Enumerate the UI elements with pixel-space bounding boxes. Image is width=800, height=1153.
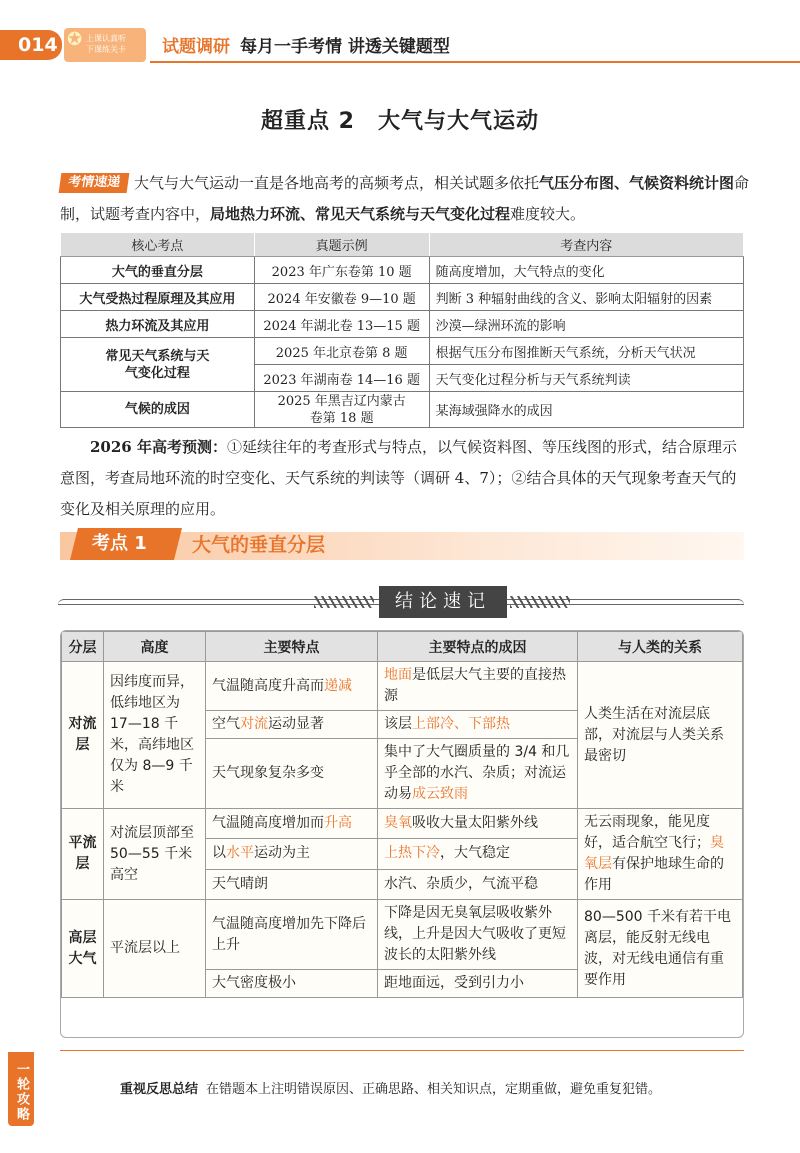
- forecast-label: 2026 年高考预测：: [90, 438, 227, 456]
- example-cell: 2024 年湖北卷 13—15 题: [254, 311, 429, 338]
- cause-cell: [378, 809, 578, 839]
- example-cell: 2024 年安徽卷 9—10 题: [254, 284, 429, 311]
- feature-highlight: 对流: [240, 716, 268, 732]
- content-cell: 某海域强降水的成因: [429, 392, 743, 428]
- cause-cell: [378, 711, 578, 739]
- relation-cell: 80—500 千米有若干电离层，能反射无线电波，对无线电通信有重要作用: [578, 900, 743, 998]
- motto-line-1: 上课认真听: [86, 34, 126, 43]
- content-cell: 判断 3 种辐射曲线的含义、影响太阳辐射的因素: [429, 284, 743, 311]
- table-row: [61, 284, 744, 311]
- example-cell: 2023 年湖南卷 14—16 题: [254, 365, 429, 392]
- relation-highlight: 臭氧层: [584, 835, 724, 872]
- intro-tag: 考情速递: [59, 173, 130, 193]
- cause-cell: 水汽、杂质少，气流平稳: [378, 869, 578, 899]
- height-cell: 对流层顶部至 50—55 千米高空: [104, 809, 206, 900]
- feature-cell: 天气晴朗: [206, 869, 378, 899]
- section-title: 大气的垂直分层: [192, 534, 326, 556]
- cause-cell: 下降是因无臭氧层吸收紫外线，上升是因大气吸收了更短波长的太阳紫外线: [378, 900, 578, 970]
- feature-text: 气温随高度增加而: [212, 815, 324, 832]
- layer-cell: 对流层: [62, 662, 104, 809]
- table-row: [62, 662, 743, 711]
- feature-highlight: 递减: [324, 677, 352, 694]
- content-cell: 随高度增加，大气特点的变化: [429, 257, 743, 284]
- hatch-decoration: [314, 596, 374, 608]
- cause-text: 集中了大气圈质量的 3/4 和几乎全部的水汽、杂质；对流运动易: [384, 744, 570, 802]
- topic-cell: 气候的成因: [61, 392, 255, 428]
- layer-cell: 平流层: [62, 809, 104, 900]
- cause-highlight: 地面: [384, 667, 412, 683]
- intro-bold-2: 局地热力环流、常见天气系统与天气变化过程: [210, 205, 511, 223]
- cause-cell: [378, 662, 578, 711]
- layers-header: 主要特点的成因: [378, 632, 578, 662]
- layer-cell: 高层大气: [62, 900, 104, 998]
- side-tab: 一轮攻略: [8, 1052, 34, 1126]
- footer-text: 在错题本上注明错误原因、正确思路、相关知识点，定期重做，避免重复犯错。: [206, 1082, 662, 1097]
- star-icon: ✪: [67, 29, 83, 50]
- intro-text-1: 大气与大气运动一直是各地高考的高频考点，相关试题多依托: [134, 174, 540, 192]
- relation-cell: [578, 809, 743, 900]
- intro-paragraph: [60, 168, 750, 230]
- layers-table-container: [60, 630, 744, 1038]
- relation-text: 有保护地球生命的作用: [584, 856, 724, 893]
- layers-header: 高度: [104, 632, 206, 662]
- relation-text: 无云雨现象，能见度好，适合航空飞行；: [584, 814, 710, 851]
- overview-header: 核心考点: [61, 233, 255, 257]
- cause-highlight: 上热下冷: [384, 845, 440, 862]
- feature-cell: 气温随高度增加先下降后上升: [206, 900, 378, 970]
- layers-header: 主要特点: [206, 632, 378, 662]
- content-cell: 根据气压分布图推断天气系统，分析天气状况: [429, 338, 743, 365]
- cause-highlight: 成云致雨: [412, 786, 468, 802]
- header-tagline: [162, 32, 450, 57]
- header-tag: 试题调研: [162, 37, 230, 57]
- content-cell: 天气变化过程分析与天气系统判读: [429, 365, 743, 392]
- topic-cell: 大气受热过程原理及其应用: [61, 284, 255, 311]
- topic-cell: 大气的垂直分层: [61, 257, 255, 284]
- feature-highlight: 水平: [226, 845, 254, 862]
- cause-cell: [378, 739, 578, 809]
- feature-cell: 天气现象复杂多变: [206, 739, 378, 809]
- intro-text-2: 命制，试题考查内容中，: [60, 174, 750, 223]
- content-cell: 沙漠—绿洲环流的影响: [429, 311, 743, 338]
- header-tagline-text: 每月一手考情 讲透关键题型: [240, 37, 450, 57]
- feature-text: 气温随高度升高而: [212, 677, 324, 694]
- feature-cell: 大气密度极小: [206, 970, 378, 998]
- intro-text-3: 难度较大。: [510, 205, 586, 223]
- table-row: [61, 338, 744, 365]
- page-number: 014: [0, 30, 62, 60]
- feature-cell: [206, 711, 378, 739]
- section-label: [70, 528, 182, 560]
- overview-header: 考查内容: [429, 233, 743, 257]
- relation-cell: 人类生活在对流层底部，对流层与人类关系最密切: [578, 662, 743, 809]
- section-header: [60, 528, 744, 562]
- feature-text: 运动显著: [268, 716, 324, 732]
- overview-table: [60, 232, 744, 428]
- layers-table: [61, 631, 743, 998]
- height-cell: 因纬度而异，低纬地区为 17—18 千米，高纬地区仅为 8—9 千米: [104, 662, 206, 809]
- table-row: [62, 900, 743, 970]
- table-row: [61, 257, 744, 284]
- forecast-paragraph: [60, 432, 750, 525]
- cause-cell: [378, 839, 578, 869]
- feature-text: 运动为主: [254, 845, 310, 862]
- topic-cell: 热力环流及其应用: [61, 311, 255, 338]
- table-row: [62, 809, 743, 839]
- cause-text: 该层: [384, 716, 412, 732]
- table-row: [61, 311, 744, 338]
- overview-header: 真题示例: [254, 233, 429, 257]
- cause-text: 吸收大量太阳紫外线: [412, 815, 538, 832]
- cause-highlight: 臭氧: [384, 815, 412, 832]
- footer-title: 重视反思总结: [120, 1082, 199, 1097]
- layers-header: 与人类的关系: [578, 632, 743, 662]
- motto-badge: [64, 28, 146, 62]
- cause-text: ，大气稳定: [440, 845, 510, 862]
- example-cell: 2025 年黑吉辽内蒙古卷第 18 题: [254, 392, 429, 428]
- conclusion-title: 结论速记: [379, 586, 507, 618]
- page-header: [0, 28, 800, 64]
- forecast-text: ①延续往年的考查形式与特点，以气候资料图、等压线图的形式，结合原理示意图，考查局地环流的时空变化、天气系统的判读等（调研 4、7）；②结合具体的天气现象考查天气的变化及相关原理的应用。: [60, 438, 737, 518]
- motto-line-2: 下课练关卡: [86, 45, 126, 54]
- feature-text: 空气: [212, 716, 240, 732]
- footer-note: [120, 1078, 661, 1097]
- cause-cell: 距地面远，受到引力小: [378, 970, 578, 998]
- example-cell: 2025 年北京卷第 8 题: [254, 338, 429, 365]
- section-label-text: 考点 1: [92, 533, 147, 554]
- feature-text: 以: [212, 845, 226, 862]
- feature-cell: [206, 839, 378, 869]
- hatch-decoration: [510, 596, 570, 608]
- footer-divider: [60, 1050, 744, 1051]
- table-row: [61, 392, 744, 428]
- page-title: 超重点 2 大气与大气运动: [261, 109, 539, 134]
- topic-cell: 常见天气系统与天气变化过程: [61, 338, 255, 392]
- layers-header: 分层: [62, 632, 104, 662]
- conclusion-banner: [58, 586, 744, 618]
- feature-cell: [206, 662, 378, 711]
- intro-bold-1: 气压分布图、气候资料统计图: [539, 174, 735, 192]
- height-cell: 平流层以上: [104, 900, 206, 998]
- feature-highlight: 升高: [324, 815, 352, 832]
- example-cell: 2023 年广东卷第 10 题: [254, 257, 429, 284]
- cause-text: 是低层大气主要的直接热源: [384, 667, 566, 704]
- cause-highlight: 上部冷、下部热: [412, 716, 510, 732]
- feature-cell: [206, 809, 378, 839]
- header-divider: [150, 61, 800, 63]
